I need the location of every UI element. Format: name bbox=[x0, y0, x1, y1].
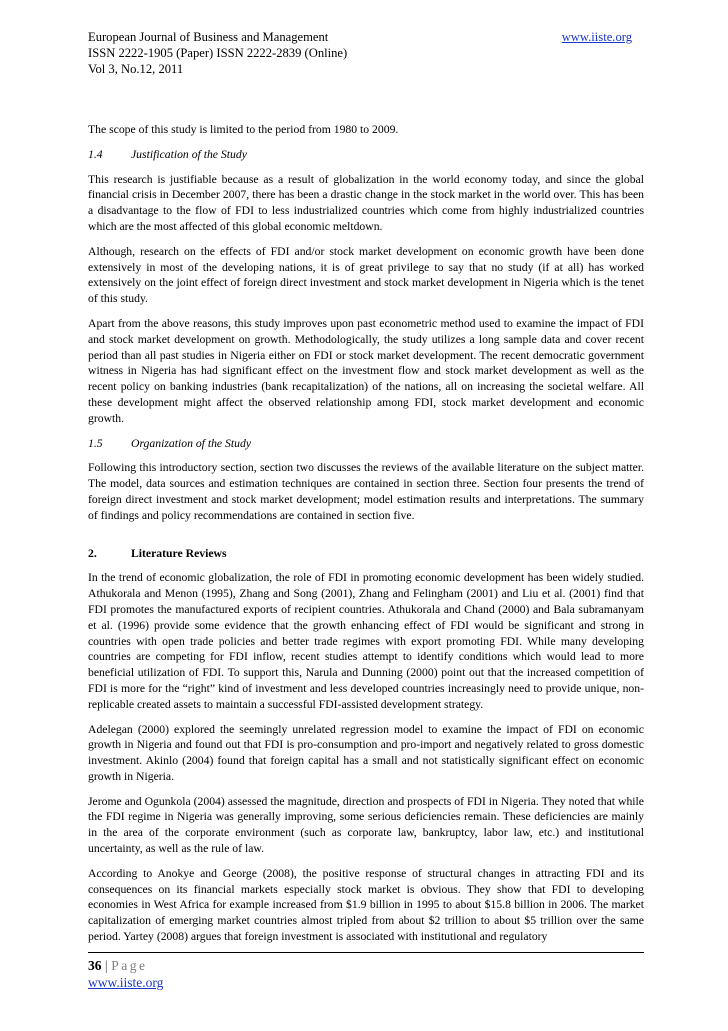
page-number: 36 bbox=[88, 958, 102, 973]
section-heading-2 bbox=[88, 546, 644, 562]
justification-paragraph-2: Although, research on the effects of FDI and/or stock market development on economic growth have been done extensively in most of the developing nations, it is of great privilege to say that no study (if at all) has worked extensively on the joint effect of foreign direct investment and stock market development in Nigeria which is the tenet of this study. bbox=[88, 244, 644, 306]
organization-paragraph: Following this introductory section, section two discusses the reviews of the available literature on the subject matter. The model, data sources and estimation techniques are contained in section three. Section four presents the trend of foreign direct investment and stock market development; model estimation results and interpretations. The summary of findings and policy recommendations are contained in section five. bbox=[88, 461, 644, 522]
literature-paragraph-1: In the trend of economic globalization, the role of FDI in promoting economic development has been widely studied. Athukorala and Menon (1995), Zhang and Song (2001), Zhang and Felingham (2001) and Liu et al. (2001) find that FDI promotes the manufactured exports of recipient countries. Athukorala and Chand (2000) and Bala subramanyam et al. (1996) provide some evidence that the growth enhancing effect of FDI would be significant and strong in countries with open trade policies and better trade regimes with export promoting FDI. While many developing countries are competing for FDI inflow, recent studies attempt to identify conditions which would lead to more beneficial utilization of FDI. To support this, Narula and Dunning (2000) point out that the increased competition of FDI is more for the “right” kind of investment and less developed countries increasingly need to provide unique, non-replicable created assets to maintain a successful FDI-assisted development strategy. bbox=[88, 571, 644, 711]
justification-paragraph-3: Apart from the above reasons, this study improves upon past econometric method used to examine the impact of FDI and stock market development on growth. Methodologically, the study utilizes a long sample data and cover recent period than all past studies in Nigeria either on FDI or stock market development. The recent democratic government witness in Nigeria has had significant effect on the investment flow and stock market development as well as the recent policy on banking industries (bank recapitalization) of the nations, all on increasing the societal welfare. All these development might affect the observed relationship among FDI, stock market development and economic growth. bbox=[88, 316, 644, 425]
journal-url-link[interactable]: www.iiste.org bbox=[561, 30, 632, 44]
justification-paragraph-1: This research is justifiable because as a result of globalization in the world economy today, and since the global financial crisis in December 2007, there has been a drastic change in the stock market in the world over. This has been a disadvantage to the flow of FDI to less industrialized countries which come from highly industrialized countries which are the most affected of this global economic meltdown. bbox=[88, 172, 644, 233]
literature-paragraph-3: Jerome and Ogunkola (2004) assessed the magnitude, direction and prospects of FDI in Nigeria. They noted that while the FDI regime in Nigeria was generally improving, some serious deficiencies remain. These deficiencies are mainly in the area of the corporate environment (such as corporate law, bankruptcy, labor law, etc.) and institutional uncertainty, as well as the rule of law. bbox=[88, 794, 644, 856]
scope-paragraph: The scope of this study is limited to the period from 1980 to 2009. bbox=[88, 123, 399, 136]
section-number: 1.4 bbox=[88, 147, 103, 161]
section-number: 2. bbox=[88, 546, 97, 560]
journal-title: European Journal of Business and Management bbox=[88, 30, 329, 44]
issn-line: ISSN 2222-1905 (Paper) ISSN 2222-2839 (Online) bbox=[88, 46, 348, 60]
literature-paragraph-4: According to Anokye and George (2008), the positive response of structural changes in attracting FDI and its consequences on its financial markets especially stock market is obvious. They show that FDI to developing economies in West Africa for example increased from $1.9 billion in 1995 to about $15.8 billion in 2006. The market capitalization of emerging market countries almost tripled from about $2 trillion to about $5 trillion over the same period. Yartey (2008) argues that foreign investment is associated with institutional and regulatory bbox=[88, 866, 644, 944]
volume-line: Vol 3, No.12, 2011 bbox=[88, 62, 184, 76]
page-body bbox=[88, 122, 644, 954]
section-title: Literature Reviews bbox=[131, 546, 227, 560]
section-title: Justification of the Study bbox=[131, 147, 247, 161]
page-label: Page bbox=[111, 958, 148, 973]
page-separator: | bbox=[104, 958, 108, 973]
page-number-line bbox=[88, 957, 644, 974]
literature-paragraph-2: Adelegan (2000) explored the seemingly unrelated regression model to examine the impact of FDI on economic growth in Nigeria and found out that FDI is pro-consumption and pro-import and negatively related to gross domestic investment. Akinlo (2004) found that foreign capital has a small and not statistically significant effect on economic growth in Nigeria. bbox=[88, 722, 644, 783]
footer-url-link[interactable]: www.iiste.org bbox=[88, 975, 164, 990]
section-number: 1.5 bbox=[88, 436, 103, 450]
page-header bbox=[88, 29, 644, 77]
page-footer bbox=[88, 952, 644, 991]
section-heading-1-4 bbox=[88, 147, 644, 163]
section-title: Organization of the Study bbox=[131, 436, 252, 450]
section-heading-1-5 bbox=[88, 436, 644, 452]
